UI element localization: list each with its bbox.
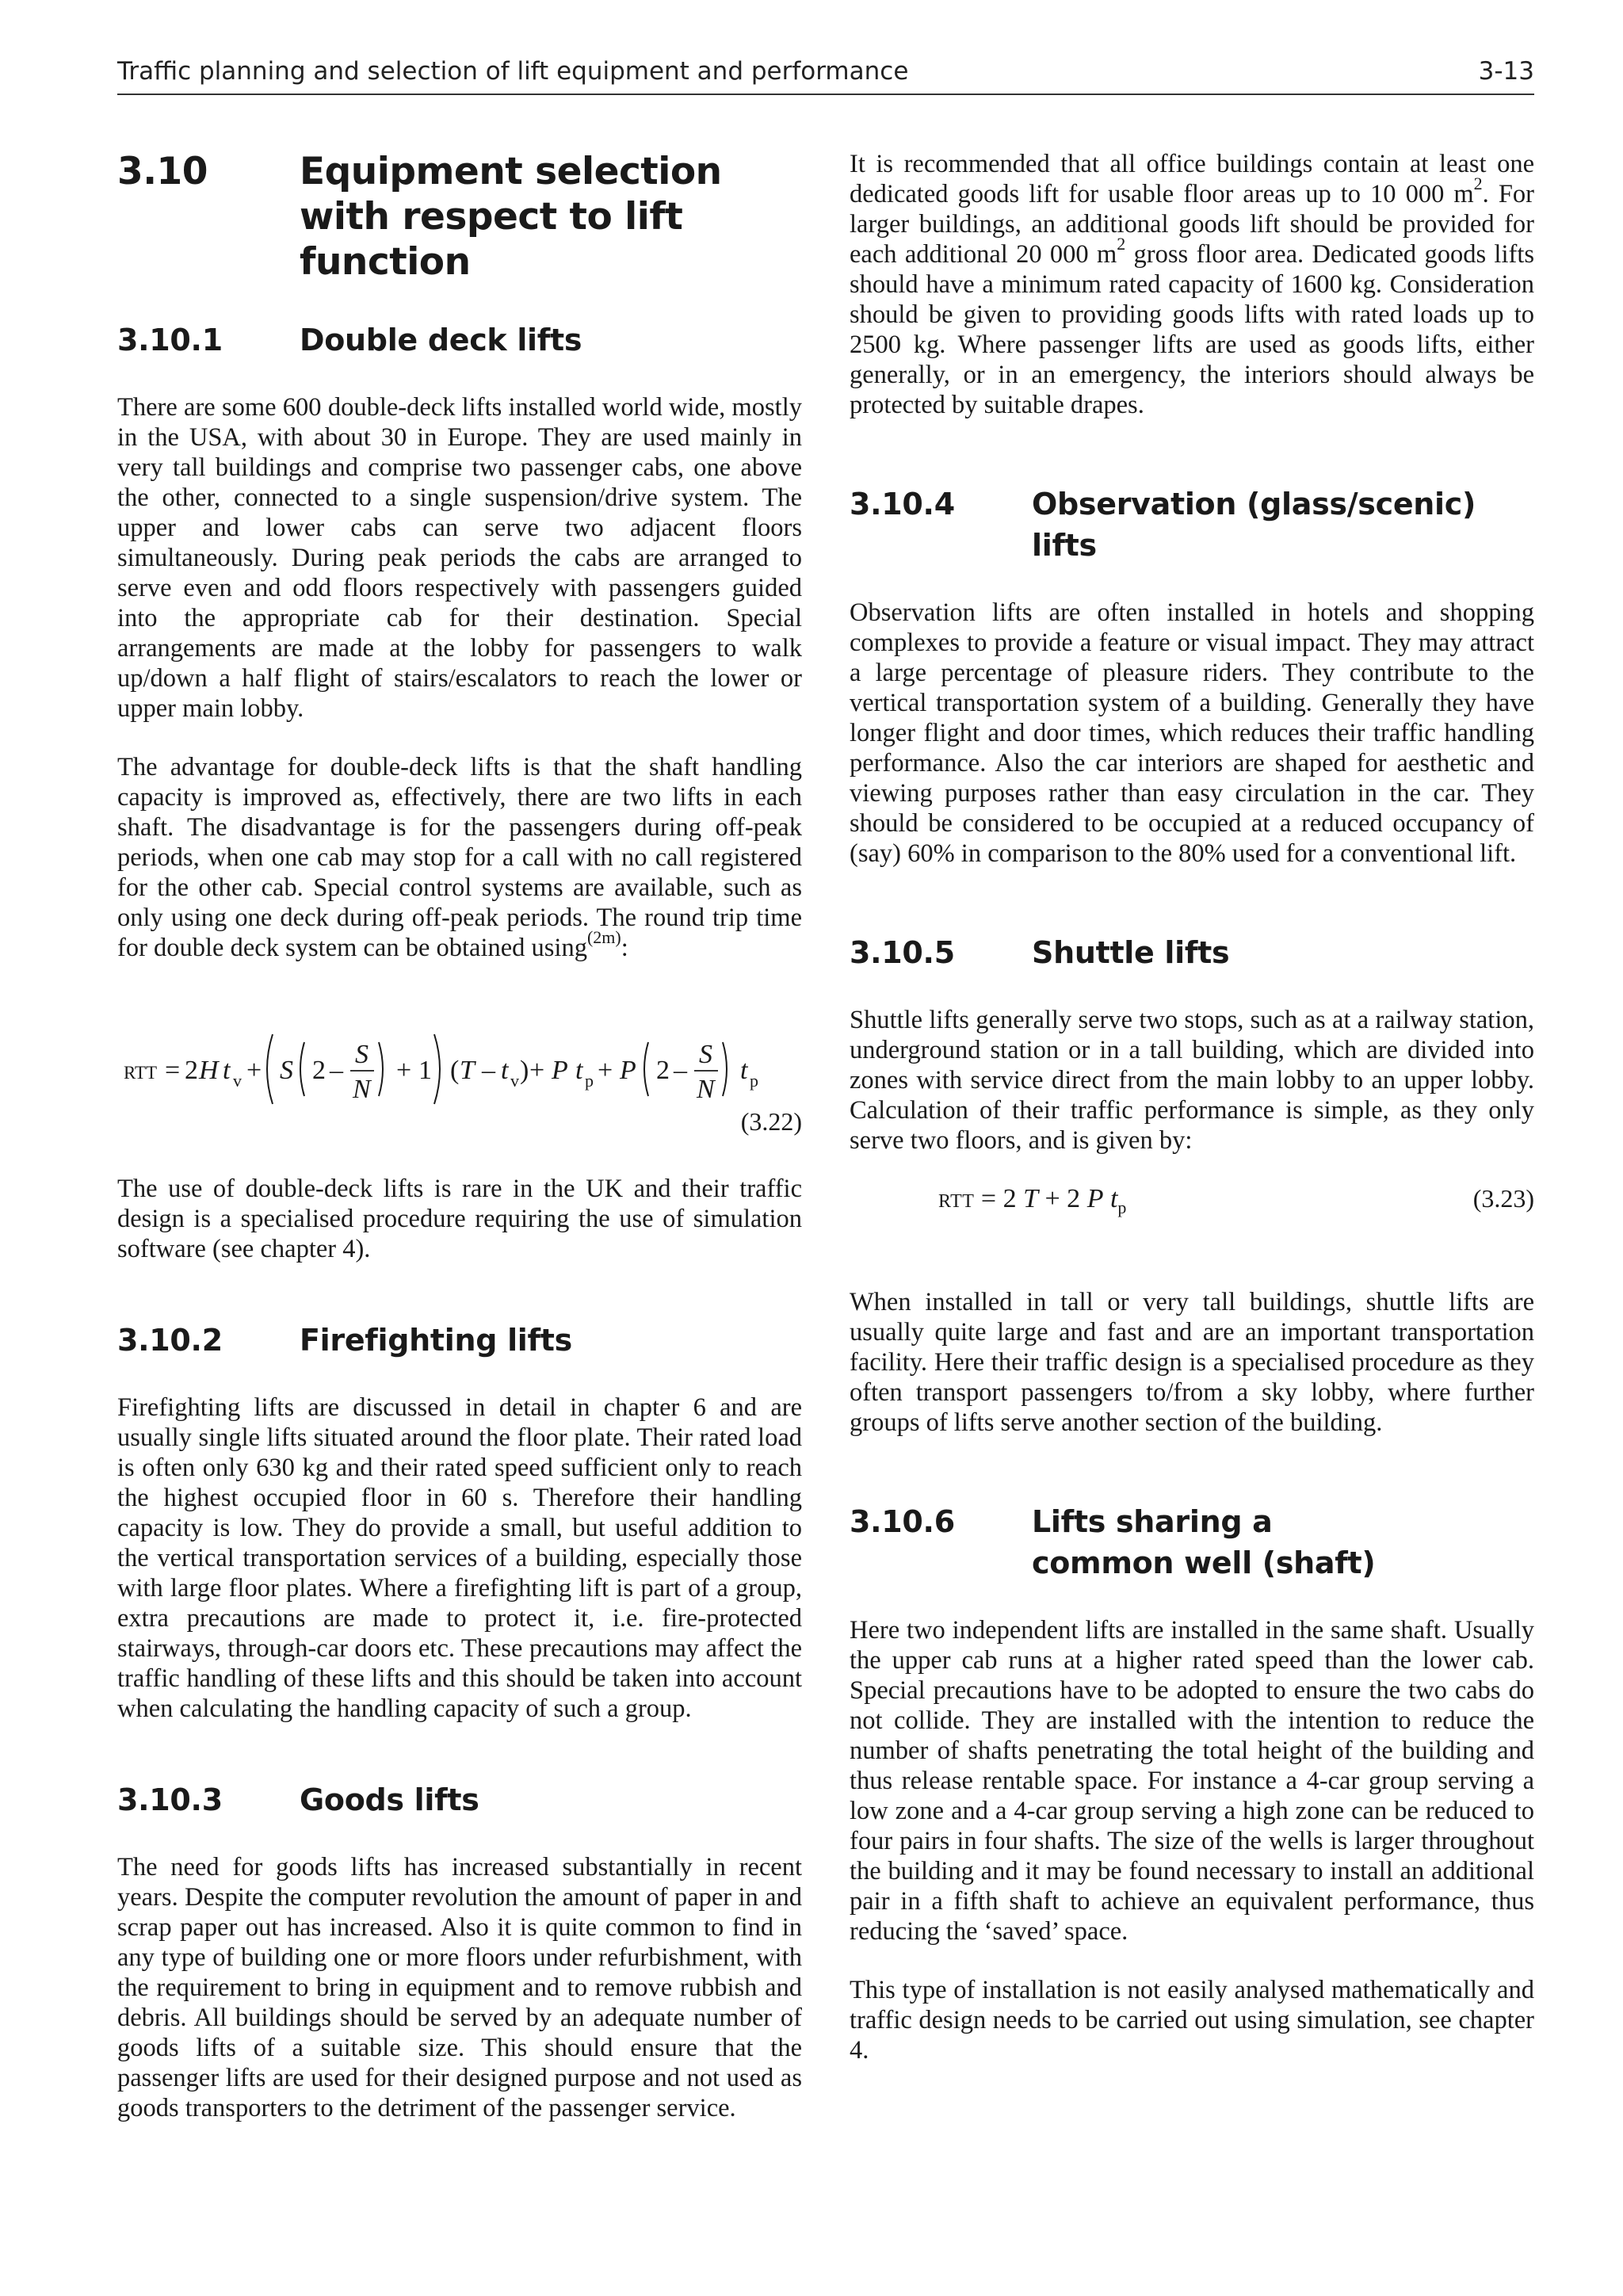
section-number: 3.10 [117,150,208,193]
subsection-heading-3-10-5 [850,932,1534,973]
section-title: Equipment selection with respect to lift function [300,150,722,284]
paragraph: The use of double-deck lifts is rare in the UK and their traffic design is a specialised procedure requiring the use of simulation software (see chapter 4). [117,1175,802,1263]
eq-lhs: RTT [124,1063,158,1083]
eq-T: T [1023,1184,1038,1213]
eq-close-paren: ) [520,1056,529,1085]
eq-t: t [575,1056,583,1085]
eq-equals: = [165,1056,181,1085]
eq-S: S [280,1056,293,1085]
superscript: 2 [1117,234,1126,254]
subsection-heading-3-10-3 [117,1779,802,1820]
right-column [850,149,1534,2094]
equation-3-22 [117,1014,802,1136]
eq-N: N [353,1075,371,1104]
paragraph: There are some 600 double-deck lifts installed world wide, mostly in the USA, with about 30 in Europe. They are used mainly in very tall buildings and comprise two passenger cabs, one above the other, connected to a single suspension/drive system. The upper and lower cabs can serve two adjacent floors simultaneously. During peak periods the cabs are arranged to serve even and odd floors respectively with passengers guided into the appropriate cab for their destination. Special arrangements are made at the lobby for passengers to walk up/down a half flight of stairs/escalators to reach the lower or upper main lobby. [117,393,802,723]
eq-two: 2 [656,1056,670,1085]
paren-right [723,1042,727,1096]
eq-H: H [199,1056,219,1085]
subsection-title: Firefighting lifts [300,1323,572,1358]
eq-P: P [552,1056,568,1085]
subsection-number: 3.10.5 [850,935,955,970]
eq-t: t [1109,1184,1118,1213]
paren-left [644,1042,648,1096]
eq-sub-p: p [1117,1197,1127,1217]
subsection-heading-3-10-2 [117,1320,802,1361]
paren-right [379,1042,383,1096]
equation-3-23 [850,1184,1534,1232]
subsection-number: 3.10.3 [117,1782,223,1817]
paragraph: The need for goods lifts has increased substantially in recent years. Despite the computer revolution the amount of paper in and scrap paper out has increased. Also it is quite common to find in any type of building one or more floors under refurbishment, with the requirement to bring in equipment and to remove rubbish and debris. All buildings should be served by an adequate number of goods lifts of a suitable size. This should ensure that the passenger lifts are used for their designed purpose and not used as goods transporters to the detriment of the passenger service. [117,1853,802,2122]
eq-S: S [699,1040,712,1069]
superscript: 2 [1473,174,1483,194]
eq-T: T [460,1056,475,1085]
paragraph-text: . For larger buildings, an additional goods lift should be provided for each additional 20 000 m [850,180,1534,269]
subsection-heading-3-10-1 [117,319,802,361]
eq-lhs: RTT [938,1191,975,1212]
eq-sub-p: p [585,1071,594,1091]
paragraph-colon: : [621,934,628,962]
eq-S: S [355,1040,369,1069]
eq-one: 1 [418,1056,432,1085]
eq-sub-v: v [510,1071,519,1091]
paragraph: Firefighting lifts are discussed in detail in chapter 6 and are usually single lifts situated around the floor plate. Their rated load is often only 630 kg and their rated speed sufficient only to reach the highest occupied floor in 60 s. Therefore their handling capacity is low. They do provide a small, but useful addition to the vertical transportation services of a building, especially those with large floor plates. Where a firefighting lift is part of a group, extra precautions are made to protect it, i.e. fire-protected stairways, through-car doors etc. These precautions may affect the traffic handling of these lifts and this should be taken into account when calculating the handling capacity of such a group. [117,1393,802,1723]
paren-left [267,1034,273,1104]
eq-plus: + [396,1056,412,1085]
running-title: Traffic planning and selection of lift equipment and performance [117,57,909,86]
subsection-heading-3-10-6 [850,1501,1534,1584]
eq-part: = 2 [974,1184,1024,1213]
eq-sub-p: p [750,1071,758,1091]
equation-svg [117,1014,802,1133]
equation-number: (3.23) [1472,1184,1534,1213]
eq-minus: – [482,1056,495,1085]
eq-two: 2 [185,1056,198,1085]
eq-open-paren: ( [450,1056,460,1085]
equation-expression [938,1184,1126,1218]
paragraph [117,752,802,963]
eq-P: P [1086,1184,1104,1213]
subsection-heading-3-10-4 [850,483,1534,566]
paragraph: This type of installation is not easily analysed mathematically and traffic design needs to be carried out using simulation, see chapter 4. [850,1976,1534,2065]
paragraph-text: The advantage for double-deck lifts is that the shaft handling capacity is improved as, effectively, there are two lifts in each shaft. The disadvantage is for the passengers during off-peak periods, when one cab may stop for a call with no call registered for the other cab. Special control systems are available, such as only using one deck during off-peak periods. The round trip time for double deck system can be obtained using [117,753,802,962]
reference-marker: (2m) [586,927,621,948]
eq-t: t [501,1056,509,1085]
subsection-title: Lifts sharing a common well (shaft) [1032,1504,1376,1580]
eq-N: N [697,1075,715,1104]
eq-plus: + [598,1056,613,1085]
eq-P: P [620,1056,636,1085]
subsection-title: Goods lifts [300,1782,479,1817]
running-header [117,57,1534,95]
paragraph: When installed in tall or very tall buildings, shuttle lifts are usually quite large and fast and are an important transportation facility. Here their traffic design is a specialised procedure as they often transport passengers to/from a sky lobby, where further groups of lifts serve another section of the building. [850,1288,1534,1437]
subsection-number: 3.10.6 [850,1504,955,1539]
paragraph: Shuttle lifts generally serve two stops, such as at a railway station, underground station or in a tall building, which are divided into zones with service direct from the main lobby to an upper lobby. Calculation of their traffic performance is simple, as they only serve two floors, and is given by: [850,1006,1534,1155]
eq-t: t [740,1056,748,1085]
paragraph: Here two independent lifts are installed in the same shaft. Usually the upper cab runs at a higher rated speed than the lower cab. Special precautions have to be adopted to ensure the two cabs do not collide. They are installed with the intention to reduce the number of shafts penetrating the total height of the building and thus release rentable space. For instance a 4-car group serving a low zone and a 4-car group serving a high zone can be reduced to four pairs in four shafts. The size of the wells is larger throughout the building and it may be found necessary to install an additional pair in a fifth shaft to achieve an equivalent performance, thus reducing the ‘saved’ space. [850,1616,1534,1946]
subsection-title: Double deck lifts [300,323,582,357]
eq-sub-v: v [233,1071,242,1091]
eq-two: 2 [312,1056,326,1085]
page-number: 3-13 [1478,57,1534,86]
paren-left [300,1042,304,1096]
eq-part: + 2 [1038,1184,1087,1213]
eq-plus: + [246,1056,262,1085]
paragraph-text: It is recommended that all office buildings contain at least one dedicated goods lift for usable floor areas up to 10 000 m [850,150,1534,208]
subsection-number: 3.10.4 [850,487,955,521]
paragraph [850,149,1534,420]
eq-minus: – [674,1056,687,1085]
eq-minus: – [330,1056,343,1085]
paren-right [434,1034,440,1104]
equation-number: (3.22) [740,1107,802,1136]
paragraph: Observation lifts are often installed in hotels and shopping complexes to provide a feature or visual impact. They may attract a large percentage of pleasure riders. They contribute to the vertical transportation system of a building. Generally they have longer flight and door times, which reduces their traffic handling performance. Also the car interiors are shaped for aesthetic and viewing purposes rather than easy circulation in the car. They should be considered to be occupied at a reduced occupancy of (say) 60% in comparison to the 80% used for a conventional lift. [850,598,1534,868]
subsection-title: Shuttle lifts [1032,935,1230,970]
eq-t: t [223,1056,231,1085]
paragraph-text: gross floor area. Dedicated goods lifts should have a minimum rated capacity of 1600 kg. Consideration should be given to providing goods lifts with rated loads up to 2500 kg. Where passenger lifts are used as goods lifts, either generally, or in an emergency, the interiors should always be protected by suitable drapes. [850,240,1534,419]
subsection-number: 3.10.2 [117,1323,223,1358]
left-column [117,149,802,2152]
subsection-number: 3.10.1 [117,323,223,357]
section-heading-3-10 [117,149,802,285]
subsection-title: Observation (glass/scenic) lifts [1032,487,1476,563]
eq-plus: + [529,1056,545,1085]
